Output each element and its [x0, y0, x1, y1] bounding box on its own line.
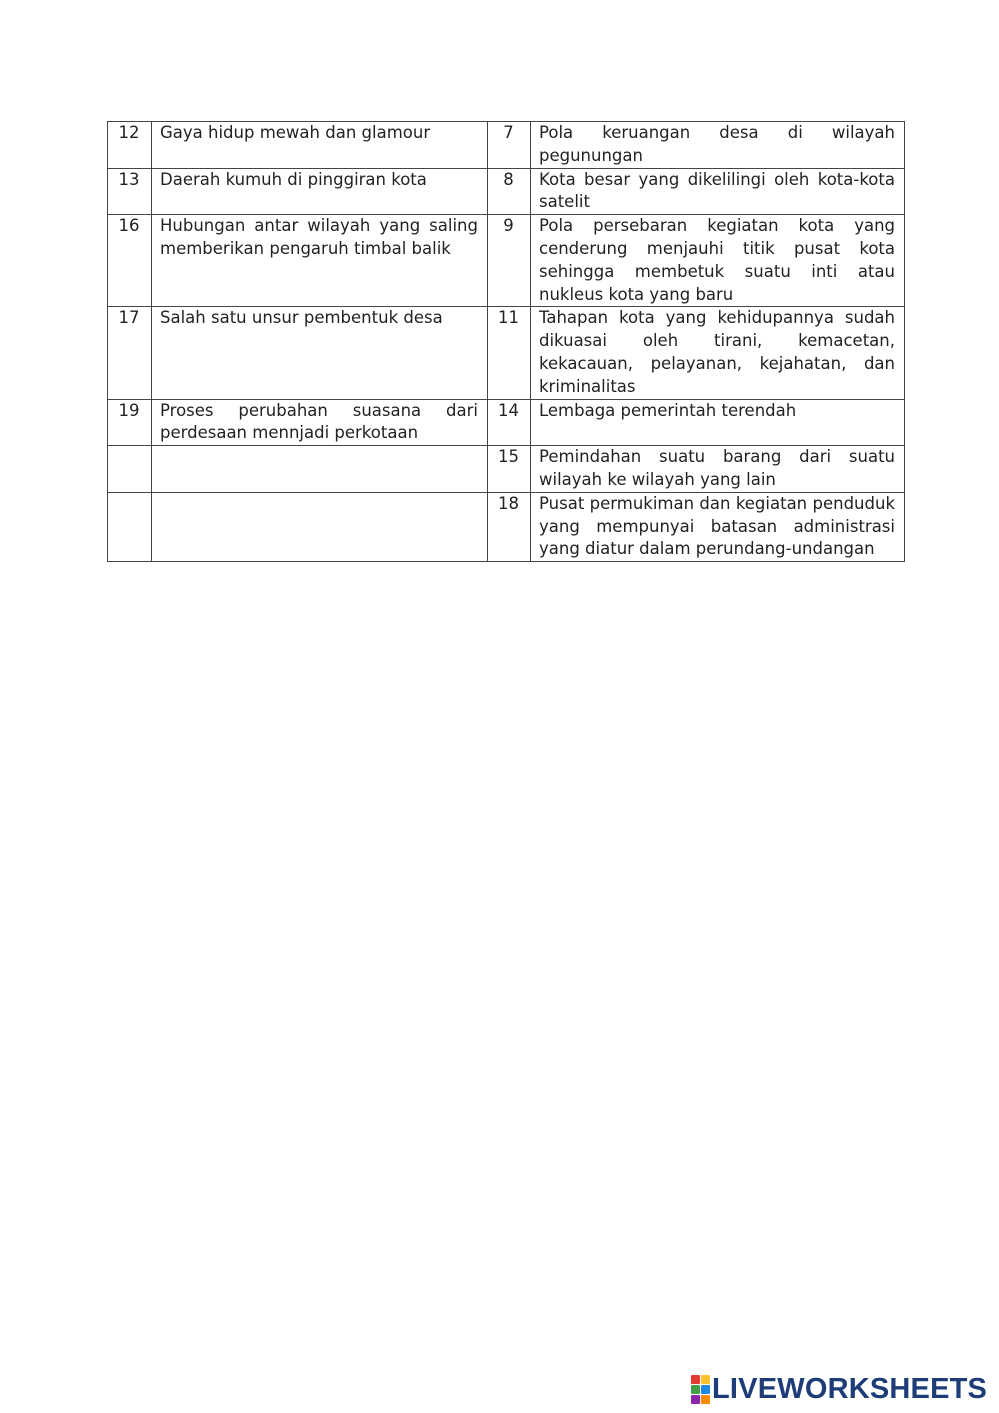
- right-clue-number: 7: [488, 122, 531, 169]
- right-clue-number: 15: [488, 446, 531, 493]
- clue-table: [107, 121, 905, 562]
- logo-wordmark: LIVEWORKSHEETS: [712, 1373, 988, 1405]
- logo-block: [701, 1395, 710, 1404]
- table-row: [108, 168, 905, 215]
- table-row: [108, 307, 905, 399]
- right-clue-number: 8: [488, 168, 531, 215]
- left-clue-text: Proses perubahan suasana dari perdesaan mennjadi perkotaan: [152, 399, 488, 446]
- table-row: [108, 399, 905, 446]
- left-clue-number: 13: [108, 168, 152, 215]
- right-clue-text: Pusat permukiman dan kegiatan penduduk yang mempunyai batasan administrasi yang diatur dalam perundang-undangan: [531, 492, 905, 561]
- right-clue-text: Pola persebaran kegiatan kota yang cenderung menjauhi titik pusat kota sehingga membetuk suatu inti atau nukleus kota yang baru: [531, 215, 905, 307]
- liveworksheets-logo[interactable]: [691, 1374, 987, 1404]
- left-clue-number: 16: [108, 215, 152, 307]
- left-clue-number: 19: [108, 399, 152, 446]
- left-clue-text: Gaya hidup mewah dan glamour: [152, 122, 488, 169]
- logo-block: [691, 1395, 700, 1404]
- right-clue-text: Pemindahan suatu barang dari suatu wilayah ke wilayah yang lain: [531, 446, 905, 493]
- right-clue-number: 14: [488, 399, 531, 446]
- right-clue-number: 11: [488, 307, 531, 399]
- left-clue-number: [108, 492, 152, 561]
- table-row: [108, 446, 905, 493]
- left-clue-text: [152, 446, 488, 493]
- left-clue-text: [152, 492, 488, 561]
- right-clue-text: Lembaga pemerintah terendah: [531, 399, 905, 446]
- logo-block: [701, 1375, 710, 1384]
- right-clue-number: 18: [488, 492, 531, 561]
- right-clue-number: 9: [488, 215, 531, 307]
- right-clue-text: Pola keruangan desa di wilayah pegunungan: [531, 122, 905, 169]
- table-row: [108, 492, 905, 561]
- logo-blocks-icon: [691, 1375, 710, 1404]
- table-row: [108, 215, 905, 307]
- left-clue-number: 17: [108, 307, 152, 399]
- logo-block: [701, 1385, 710, 1394]
- table-row: [108, 122, 905, 169]
- left-clue-text: Salah satu unsur pembentuk desa: [152, 307, 488, 399]
- right-clue-text: Kota besar yang dikelilingi oleh kota-kota satelit: [531, 168, 905, 215]
- left-clue-text: Daerah kumuh di pinggiran kota: [152, 168, 488, 215]
- right-clue-text: Tahapan kota yang kehidupannya sudah dikuasai oleh tirani, kemacetan, kekacauan, pelayanan, kejahatan, dan kriminalitas: [531, 307, 905, 399]
- left-clue-text: Hubungan antar wilayah yang saling memberikan pengaruh timbal balik: [152, 215, 488, 307]
- logo-block: [691, 1385, 700, 1394]
- logo-block: [691, 1375, 700, 1384]
- left-clue-number: 12: [108, 122, 152, 169]
- left-clue-number: [108, 446, 152, 493]
